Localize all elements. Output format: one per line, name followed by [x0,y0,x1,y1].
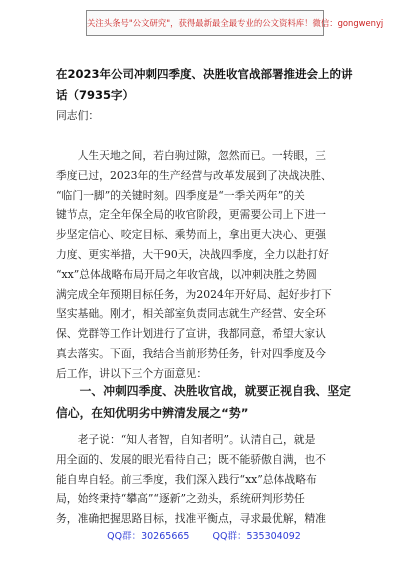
paragraph-line: 满完成全年预期目标任务，为2024年开好局、起好步打下 [56,287,332,301]
paragraph-line: “临门一脚”的关键时刻。四季度是“一季关两年”的关 [56,188,305,202]
footer-qq-groups [0,528,408,542]
paragraph-line: 局，始终秉持“攀高”“逐新”之劲头，系统研判形势任 [56,492,305,506]
paragraph-line: 步坚定信心、咬定目标、乘势而上，拿出更大决心、更强 [56,228,326,242]
qq-group-1: QQ群：30265665 [107,531,190,542]
paragraph-line: 务，准确把握思路目标，找准平衡点，寻求最优解，精准 [56,512,326,526]
greeting-text: 同志们： [56,109,100,122]
paragraph-line: 人生天地之间，若白驹过隙，忽然而已。一转眼，三 [56,149,326,162]
paragraph-2 [56,430,356,529]
paragraph-line: 能自卑自轻。前三季度，我们深入践行“xx”总体战略布 [56,472,317,486]
paragraph-line: “xx”总体战略布局开局之年收官战，以冲刺决胜之势圆 [56,267,317,281]
qq-group-2: QQ群：535304092 [212,531,301,542]
paragraph-line: 真去落实。下面，我结合当前形势任务，针对四季度及今 [56,346,326,360]
title-line: 在2023年公司冲刺四季度、决胜收官战部署推进会上的讲 [56,67,353,81]
paragraph-line: 用全面的、发展的眼光看待自己；既不能骄傲自满，也不 [56,452,326,466]
title-line: 话（7935字） [56,88,135,102]
paragraph-line: 力度、更实举措，大干90天，决战四季度，全力以赴打好 [56,247,329,261]
greeting [56,106,356,126]
paragraph-1 [56,146,356,384]
paragraph-line: 后工作，讲以下三个方面意见： [56,366,208,380]
heading-line: 一、冲刺四季度、决胜收官战，就要正视自我、坚定 [56,384,351,398]
section-heading-1 [56,380,356,424]
paragraph-line: 键节点，定全年保全局的收官阶段，更需要公司上下进一 [56,208,326,222]
promo-banner [86,10,384,36]
paragraph-line: 季度已过，2023年的生产经营与改革发展到了决战决胜、 [56,168,332,182]
heading-line: 信心，在知优明劣中辨清发展之“势” [56,406,249,420]
paragraph-line: 保、党群等工作计划进行了宣讲，我都同意，希望大家认 [56,327,326,341]
paragraph-line: 坚实基础。刚才，相关部室负责同志就生产经营、安全环 [56,307,326,321]
document-title [56,64,356,106]
promo-banner-text: 关注头条号"公文研究"，获得最新最全最专业的公文资料库！微信：gongwenyj [87,18,384,28]
paragraph-line: 老子说：“知人者智，自知者明”。认清自己，就是 [56,433,316,446]
